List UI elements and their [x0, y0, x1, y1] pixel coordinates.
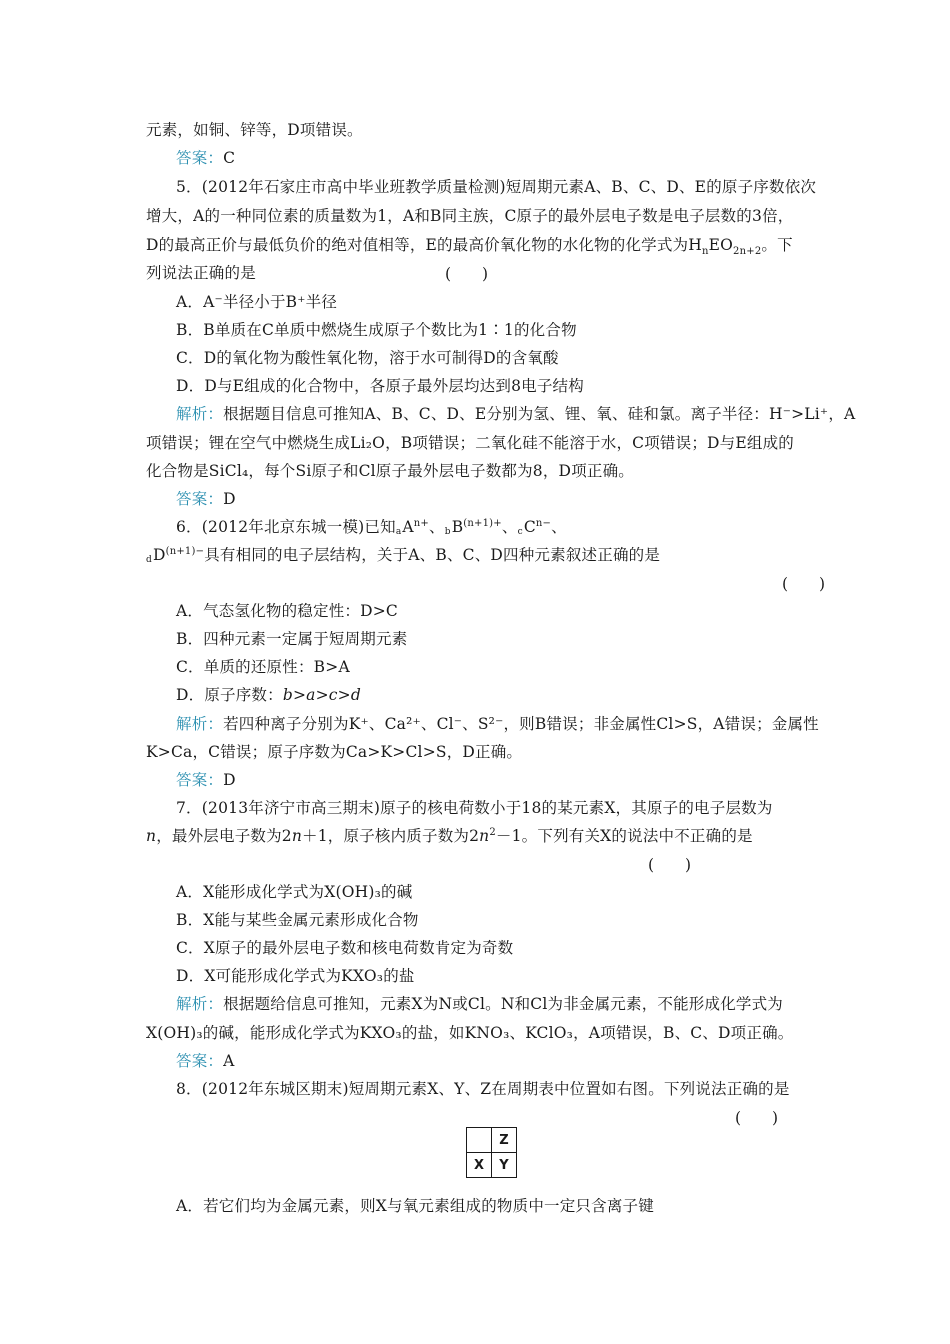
answer-line: 答案：D — [176, 771, 236, 789]
option-d: D．X可能形成化学式为KXO₃的盐 — [176, 967, 415, 985]
answer-label: 答案： — [176, 1052, 224, 1070]
option-d: D．D与E组成的化合物中，各原子最外层均达到8电子结构 — [176, 377, 584, 395]
answer-label: 答案： — [176, 490, 224, 508]
table-cell-empty — [467, 1128, 492, 1153]
text-line: 元素，如铜、锌等，D项错误。 — [146, 121, 363, 139]
option-a: A．X能形成化学式为X(OH)₃的碱 — [176, 883, 413, 901]
option-a: A．若它们均为金属元素，则X与氧元素组成的物质中一定只含离子键 — [176, 1197, 654, 1215]
analysis-label: 解析： — [176, 715, 224, 733]
option-c: C．单质的还原性：B>A — [176, 658, 350, 676]
table-cell-x: X — [467, 1153, 492, 1178]
text-line: n，最外层电子数为2n＋1，原子核内质子数为$2n^2-1$。下列有关X的说法中不正确的是 — [146, 826, 753, 845]
text-line: X(OH)₃的碱，能形成化学式为KXO₃的盐，如KNO₃、KClO₃，A项错误，B、C、D项正确。 — [146, 1024, 794, 1042]
option-b: B．四种元素一定属于短周期元素 — [176, 630, 408, 648]
answer-line: 答案：C — [176, 149, 236, 167]
analysis-line: 解析：根据题给信息可推知，元素X为N或Cl。N和Cl为非金属元素，不能形成化学式为 — [176, 995, 784, 1013]
table-cell-y: Y — [492, 1153, 517, 1178]
analysis-label: 解析： — [176, 405, 224, 423]
answer-line: 答案：D — [176, 490, 236, 508]
text-line: $dD^{(n+1)-}$具有相同的电子层结构，关于A、B、C、D四种元素叙述正确的是 — [146, 545, 661, 565]
table-cell-z: Z — [492, 1128, 517, 1153]
analysis-line: 解析：若四种离子分别为K⁺、Ca²⁺、Cl⁻、S²⁻，则B错误；非金属性Cl>S，A错误；金属性 — [176, 715, 819, 733]
option-c: C．X原子的最外层电子数和核电荷数肯定为奇数 — [176, 939, 514, 957]
option-a: A．气态氢化物的稳定性：D>C — [176, 602, 398, 620]
option-a: A．A⁻半径小于B⁺半径 — [176, 293, 338, 311]
text-line: 项错误；锂在空气中燃烧生成Li₂O，B项错误；二氧化硅不能溶于水，C项错误；D与E组成的 — [146, 434, 794, 452]
text-line: K>Ca，C错误；原子序数为Ca>K>Cl>S，D正确。 — [146, 743, 523, 761]
analysis-label: 解析： — [176, 995, 224, 1013]
periodic-table-fragment — [466, 1127, 517, 1178]
option-b: B．B单质在C单质中燃烧生成原子个数比为1∶1的化合物 — [176, 321, 577, 339]
question-6-stem: 6．(2012年北京东城一模)已知$aA^{n+}$、$bB^{(n+1)+}$、$cC^{n-}$、 — [176, 517, 567, 537]
answer-line: 答案：A — [176, 1052, 235, 1070]
answer-blank: ( ) — [445, 265, 489, 283]
answer-blank: ( ) — [735, 1109, 779, 1127]
question-5-stem: 5．(2012年石家庄市高中毕业班教学质量检测)短周期元素A、B、C、D、E的原子序数依次 — [176, 178, 817, 196]
option-d: D．原子序数：b>a>c>d — [176, 686, 361, 704]
option-c: C．D的氧化物为酸性氧化物，溶于水可制得D的含氧酸 — [176, 349, 559, 367]
analysis-line: 解析：根据题目信息可推知A、B、C、D、E分别为氢、锂、氧、硅和氯。离子半径：H⁻>Li⁺，A — [176, 405, 856, 423]
text-line: 列说法正确的是 — [146, 264, 256, 282]
answer-label: 答案： — [176, 771, 224, 789]
answer-blank: ( ) — [648, 856, 692, 874]
question-7-stem: 7．(2013年济宁市高三期末)原子的核电荷数小于18的某元素X，其原子的电子层数为 — [176, 799, 773, 817]
text-line: D的最高正价与最低负价的绝对值相等，E的最高价氧化物的水化物的化学式为$H_nEO_{2n+2}$。下 — [146, 236, 793, 258]
answer-label: 答案： — [176, 149, 224, 167]
question-8-stem: 8．(2012年东城区期末)短周期元素X、Y、Z在周期表中位置如右图。下列说法正确的是 — [176, 1080, 790, 1098]
text-line: 增大，A的一种同位素的质量数为1，A和B同主族，C原子的最外层电子数是电子层数的3倍， — [146, 207, 794, 225]
answer-blank: ( ) — [782, 575, 826, 593]
text-line: 化合物是SiCl₄，每个Si原子和Cl原子最外层电子数都为8，D项正确。 — [146, 462, 634, 480]
option-b: B．X能与某些金属元素形成化合物 — [176, 911, 419, 929]
